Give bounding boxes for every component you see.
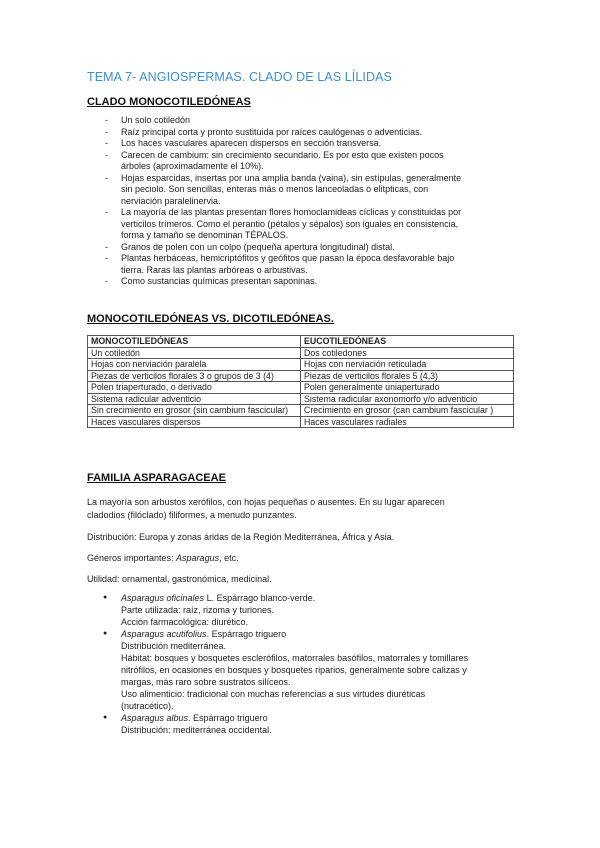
- table-row: [88, 347, 514, 359]
- table-row: [88, 370, 514, 382]
- genera-paragraph: Géneros importantes: Asparagus, etc.: [87, 553, 239, 563]
- page-title: TEMA 7- ANGIOSPERMAS. CLADO DE LAS LÍLIDAS: [87, 70, 392, 84]
- table-cell: Polen generalmente uniaperturado: [301, 382, 514, 394]
- species-name: Asparagus oficinales: [121, 593, 205, 603]
- table-cell: Un cotiledón: [88, 347, 301, 359]
- characteristics-list: [87, 115, 507, 288]
- table-cell: Polen triaperturado, o derivado: [88, 382, 301, 394]
- table-cell: Piezas de verticilos florales 3 o grupos de 3 (4): [88, 370, 301, 382]
- list-item: - Un solo cotiledón: [87, 115, 507, 127]
- list-item: - Los haces vasculares aparecen dispersos en sección transversa.: [87, 138, 507, 150]
- list-item: - La mayoría de las plantas presentan flores homoclamideas cíclicas y constituidas por verticilos trímeros. Como el perantio (pétalos y sépalos) son iguales en consistencia, forma y tamaño se denominan TÉPALOS.: [87, 207, 507, 242]
- species-item: ● Asparagus acutifolius. Espárrago triguero Distribución mediterránea. Hábitat: bosques y bosquetes esclerófilos, matorrales basófilos, matorrales y tomillares nitrófilos, en ocasiones en bosques y bosquetes riparios, generalmente sobre calizas y margas, más raro sobre sustratos silíceos. Uso alimenticio: tradicional con muchas referencias a sus virtudes diuréticas (nutracético).: [87, 628, 517, 712]
- table-cell: Dos cotiledones: [301, 347, 514, 359]
- table-row: [88, 405, 514, 417]
- column-header: MONOCOTILEDÓNEAS: [88, 336, 301, 348]
- table-row: [88, 416, 514, 428]
- section-heading-asparagaceae: FAMILIA ASPARAGACEAE: [87, 472, 226, 484]
- table-cell: Piezas de verticilos florales 5 (4,3): [301, 370, 514, 382]
- family-description: La mayoría son arbustos xerófilos, con hojas pequeñas o ausentes. En su lugar aparecen cladodios (filóclado) filiformes, a menudo punzantes.: [87, 497, 445, 520]
- comparison-table: [87, 335, 514, 428]
- column-header: EUCOTILEDÓNEAS: [301, 336, 514, 348]
- species-name: Asparagus albus: [121, 713, 189, 723]
- table-cell: Hojas con nerviación reticulada: [301, 359, 514, 371]
- species-list: [87, 592, 517, 736]
- table-cell: Crecimiento en grosor (can cambium fascicular ): [301, 405, 514, 417]
- list-item: - Carecen de cambium: sin crecimiento secundario. Es por esto que existen pocos árboles (aproximadamente el 10%).: [87, 150, 507, 173]
- list-item: - Raíz principal corta y pronto sustituida por raíces caulógenas o adventicias.: [87, 127, 507, 139]
- section-heading-monocotiledoneas: CLADO MONOCOTILEDÓNEAS: [87, 96, 251, 108]
- table-row: [88, 393, 514, 405]
- table-row: [88, 359, 514, 371]
- table-cell: Sistema radicular axonomorfo y/o adventicio: [301, 393, 514, 405]
- table-cell: Haces vasculares dispersos: [88, 416, 301, 428]
- list-item: - Como sustancias químicas presentan saponinas.: [87, 276, 507, 288]
- table-cell: Hojas con nerviación paralela: [88, 359, 301, 371]
- species-item: ● Asparagus albus. Espárrago triguero Distribución: mediterránea occidental.: [87, 712, 517, 736]
- table-cell: Haces vasculares radiales: [301, 416, 514, 428]
- table-header-row: [88, 336, 514, 348]
- table-cell: Sistema radicular adventicio: [88, 393, 301, 405]
- table-row: [88, 382, 514, 394]
- utility-paragraph: Utilidad: ornamental, gastronómica, medicinal.: [87, 574, 272, 584]
- species-item: ● Asparagus oficinales L. Espárrago blanco-verde. Parte utilizada: raíz, rizoma y turiones. Acción farmacológica: diurético.: [87, 592, 517, 628]
- table-cell: Sin crecimiento en grosor (sin cambium fascicular): [88, 405, 301, 417]
- list-item: - Plantas herbáceas, hemicriptófitos y geófitos que pasan la época desfavorable bajo tierra. Raras las plantas arbóreas o arbustivas.: [87, 253, 507, 276]
- species-name: Asparagus acutifolius: [121, 629, 207, 639]
- list-item: - Granos de polen con un colpo (pequeña apertura longitudinal) distal.: [87, 242, 507, 254]
- distribution-paragraph: Distribución: Europa y zonas áridas de la Región Mediterránea, África y Asia.: [87, 532, 395, 542]
- section-heading-comparison: MONOCOTILEDÓNEAS VS. DICOTILEDÓNEAS.: [87, 313, 334, 325]
- list-item: - Hojas esparcidas, insertas por una amplia banda (vaina), sin estípulas, generalmente sin peciolo. Son sencillas, enteras más o menos lanceoladas o elitpticas, con nerviación paralelinervia.: [87, 173, 507, 208]
